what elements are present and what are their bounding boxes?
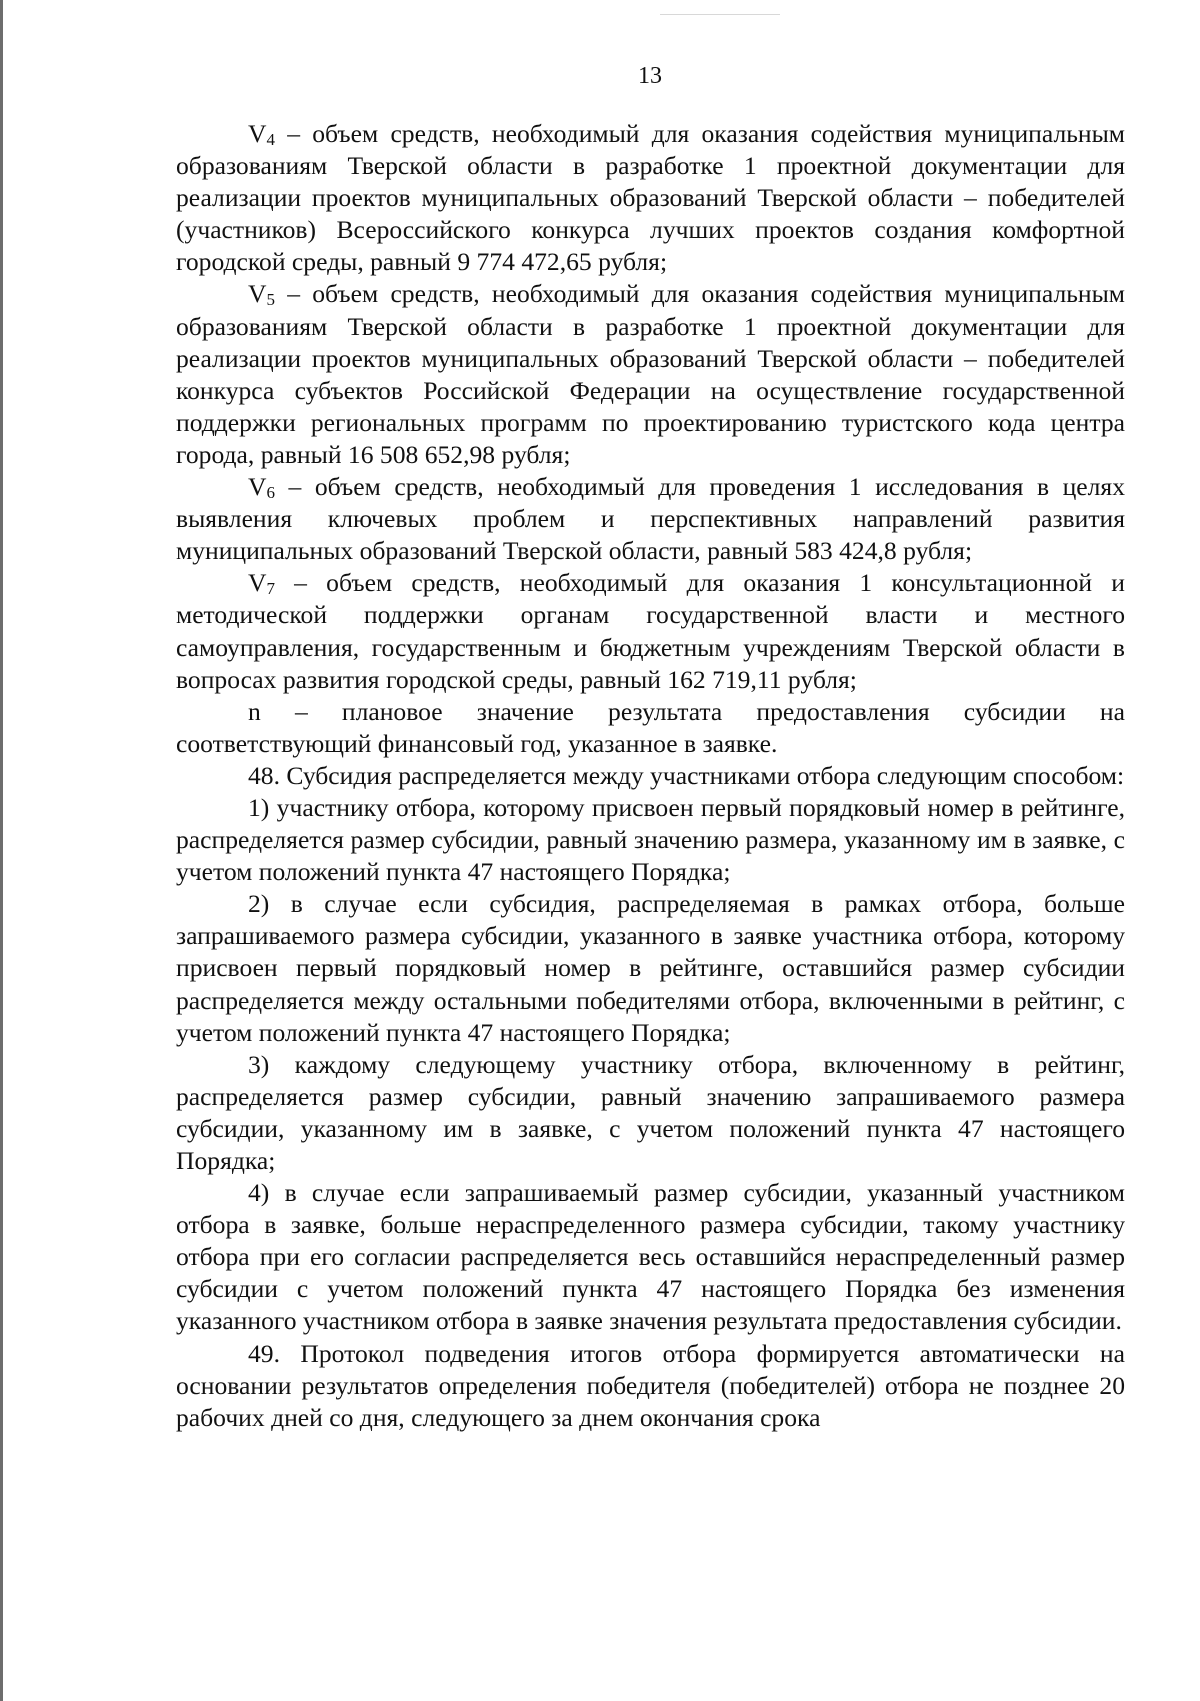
variable-symbol: V — [248, 119, 267, 148]
clause-48-item-1: 1) участнику отбора, которому присвоен первый порядковый номер в рейтинге, распределяется размер субсидии, равный значению размера, указанному им в заявке, с учетом положений пункта 47 настоящего Порядка; — [176, 792, 1125, 887]
document-body — [176, 118, 1125, 1434]
definition-text: – объем средств, необходимый для оказания содействия муниципальным образованиям Тверской области в разработке 1 проектной документации для реализации проектов муниципальных образований Тверской области – победителей (участников) Всероссийского конкурса лучших проектов создания комфортной городской среды, равный 9 774 472,65 рубля; — [176, 119, 1125, 277]
definition-text: – объем средств, необходимый для проведения 1 исследования в целях выявления ключевых проблем и перспективных направлений развития муниципальных образований Тверской области, равный 583 424,8 рубля; — [176, 472, 1125, 566]
variable-subscript: 7 — [266, 579, 275, 599]
definition-v6 — [176, 471, 1125, 567]
scan-mark — [660, 14, 780, 15]
clause-48-item-4: 4) в случае если запрашиваемый размер субсидии, указанный участником отбора в заявке, больше нераспределенного размера субсидии, такому участнику отбора при его согласии распределяется весь оставшийся нераспределенный размер субсидии с учетом положений пункта 47 настоящего Порядка без изменения указанного участником отбора в заявке значения результата предоставления субсидии. — [176, 1178, 1125, 1336]
variable-subscript: 5 — [266, 290, 275, 310]
definition-v7 — [176, 567, 1125, 695]
variable-symbol: V — [248, 279, 267, 309]
definition-v4 — [176, 118, 1125, 278]
variable-symbol: V — [248, 568, 267, 598]
variable-symbol: V — [248, 472, 267, 502]
definition-text: – объем средств, необходимый для оказания содействия муниципальным образованиям Тверской области в разработке 1 проектной документации для реализации проектов муниципальных образований Тверской области – победителей конкурса субъектов Российской Федерации на осуществление государственной поддержки региональных программ по проектированию туристского кода центра города, равный 16 508 652,98 рубля; — [176, 279, 1125, 469]
definition-n — [176, 696, 1125, 760]
clause-49: 49. Протокол подведения итогов отбора формируется автоматически на основании результатов определения победителя (победителей) отбора не позднее 20 рабочих дней со дня, следующего за днем окончания срока — [176, 1338, 1125, 1432]
clause-48-item-3: 3) каждому следующему участнику отбора, включенному в рейтинг, распределяется размер субсидии, равный значению запрашиваемого размера субсидии, указанному им в заявке, с учетом положений пункта 47 настоящего Порядка; — [176, 1049, 1125, 1175]
variable-subscript: 4 — [266, 130, 275, 149]
clause-48: 48. Субсидия распределяется между участниками отбора следующим способом: — [248, 760, 1125, 790]
clause-48-item-2: 2) в случае если субсидия, распределяемая в рамках отбора, больше запрашиваемого размера субсидии, указанного в заявке участника отбора, которому присвоен первый порядковый номер в рейтинге, оставшийся размер субсидии распределяется между остальными победителями отбора, включенными в рейтинг, с учетом положений пункта 47 настоящего Порядка; — [176, 889, 1125, 1047]
definition-text: – плановое значение результата предоставления субсидии на соответствующий финансовый год, указанное в заявке. — [176, 696, 1125, 758]
variable-symbol: n — [248, 696, 261, 726]
scan-edge-shadow — [0, 0, 3, 1701]
page-number: 13 — [638, 63, 662, 89]
definition-text: – объем средств, необходимый для оказания 1 консультационной и методической поддержки органам государственной власти и местного самоуправления, государственным и бюджетным учреждениям Тверской области в вопросах развития городской среды, равный 162 719,11 рубля; — [176, 568, 1125, 694]
variable-subscript: 6 — [266, 483, 275, 503]
definition-v5 — [176, 278, 1125, 471]
